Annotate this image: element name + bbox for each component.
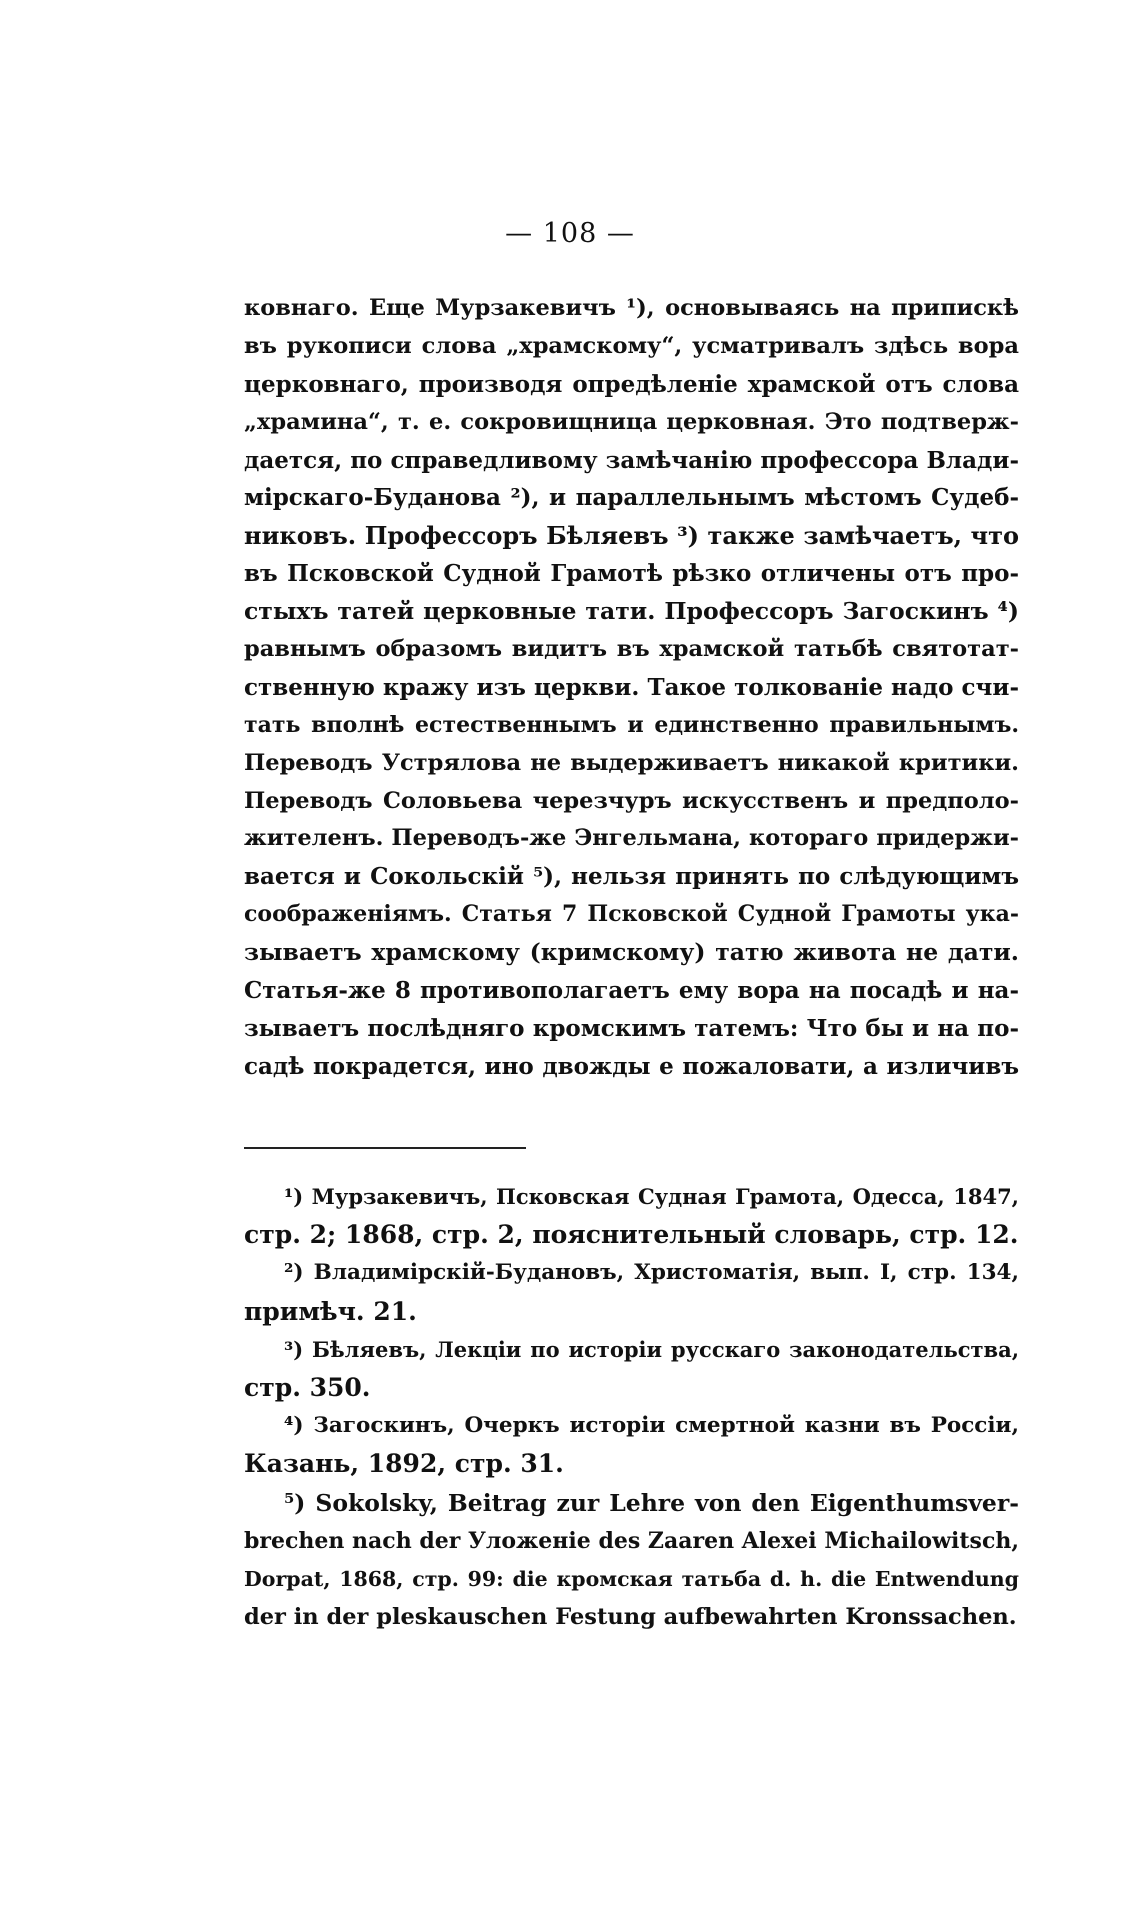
footnote-line: ¹) Мурзакевичъ, Псковская Судная Грамота, Одесса, 1847, <box>284 1184 1019 1209</box>
body-line: въ рукописи слова „храмскому“, усматривалъ здѣсь вора <box>244 332 1019 359</box>
footnote-line: ²) Владимірскій-Будановъ, Христоматія, вып. I, стр. 134, <box>284 1260 1019 1286</box>
body-line: тать вполнѣ естественнымъ и единственно правильнымъ. <box>244 711 1019 738</box>
body-line: зываетъ храмскому (кримскому) татю живота не дати. <box>244 938 1019 967</box>
body-line: ковнаго. Еще Мурзакевичъ ¹), основываясь на припискѣ <box>244 295 1019 321</box>
body-line: жителенъ. Переводъ-же Энгельмана, котораго придержи- <box>244 825 1019 852</box>
body-line: никовъ. Профессоръ Бѣляевъ ³) также замѣчаетъ, что <box>244 521 1019 551</box>
footnote-1 <box>244 1178 1019 1254</box>
body-line: садѣ покрадется, ино двожды е пожаловати, а изличивъ <box>244 1052 1019 1080</box>
body-line: Переводъ Соловьева черезчуръ искусственъ и предполо- <box>244 787 1019 814</box>
footnote-line: ⁴) Загоскинъ, Очеркъ исторіи смертной казни въ Россіи, <box>284 1413 1019 1439</box>
footnote-3 <box>244 1331 1019 1407</box>
footnotes <box>244 1178 1019 1636</box>
footnote-4 <box>244 1407 1019 1483</box>
footnote-line: примѣч. 21. <box>244 1296 417 1326</box>
body-line: равнымъ образомъ видитъ въ храмской татьбѣ святотат- <box>244 636 1019 663</box>
footnote-line: brechen nach der Уложеніе des Zaaren Alexei Michailowitsch, <box>244 1527 1019 1554</box>
footnote-line: Казань, 1892, стр. 31. <box>244 1449 564 1479</box>
body-line: вается и Сокольскій ⁵), нельзя принять по слѣдующимъ <box>244 863 1019 891</box>
body-line: мірскаго-Буданова ²), и параллельнымъ мѣстомъ Судеб- <box>244 484 1019 512</box>
body-text <box>244 290 1019 1086</box>
page-number: — 108 — <box>505 218 635 249</box>
body-line: зываетъ послѣдняго кромскимъ татемъ: Что бы и на по- <box>244 1014 1019 1042</box>
footnote-line: der in der pleskauschen Festung aufbewahrten Kronssachen. <box>244 1604 1017 1631</box>
body-line: соображеніямъ. Статья 7 Псковской Судной Грамоты ука- <box>244 901 1019 928</box>
footnote-line: стр. 350. <box>244 1372 371 1402</box>
body-line: въ Псковской Судной Грамотѣ рѣзко отличены отъ про- <box>244 560 1019 588</box>
body-line: дается, по справедливому замѣчанію профессора Влади- <box>244 446 1019 474</box>
footnote-2 <box>244 1254 1019 1330</box>
body-line: Статья-же 8 противополагаетъ ему вора на посадѣ и на- <box>244 977 1019 1005</box>
footnote-5 <box>244 1484 1019 1637</box>
body-line: Переводъ Устрялова не выдерживаетъ никакой критики. <box>244 749 1019 776</box>
footnote-line: Dorpat, 1868, стр. 99: die кромская татьба d. h. die Entwendung <box>244 1566 1019 1591</box>
footnote-line: ⁵) Sokolsky, Beitrag zur Lehre von den Eigenthumsver- <box>284 1488 1019 1517</box>
footnote-line: стр. 2; 1868, стр. 2, пояснительный словарь, стр. 12. <box>244 1220 1019 1250</box>
footnote-line: ³) Бѣляевъ, Лекціи по исторіи русскаго законодательства, <box>284 1336 1019 1362</box>
footnote-divider <box>244 1147 526 1149</box>
body-line: ственную кражу изъ церкви. Такое толкованіе надо счи- <box>244 673 1019 701</box>
body-line: церковнаго, производя опредѣленіе храмской отъ слова <box>244 370 1019 398</box>
body-line: стыхъ татей церковные тати. Профессоръ Загоскинъ ⁴) <box>244 597 1019 626</box>
body-line: „хрaмина“, т. е. сокровищница церковная. Это подтверж- <box>244 408 1019 435</box>
